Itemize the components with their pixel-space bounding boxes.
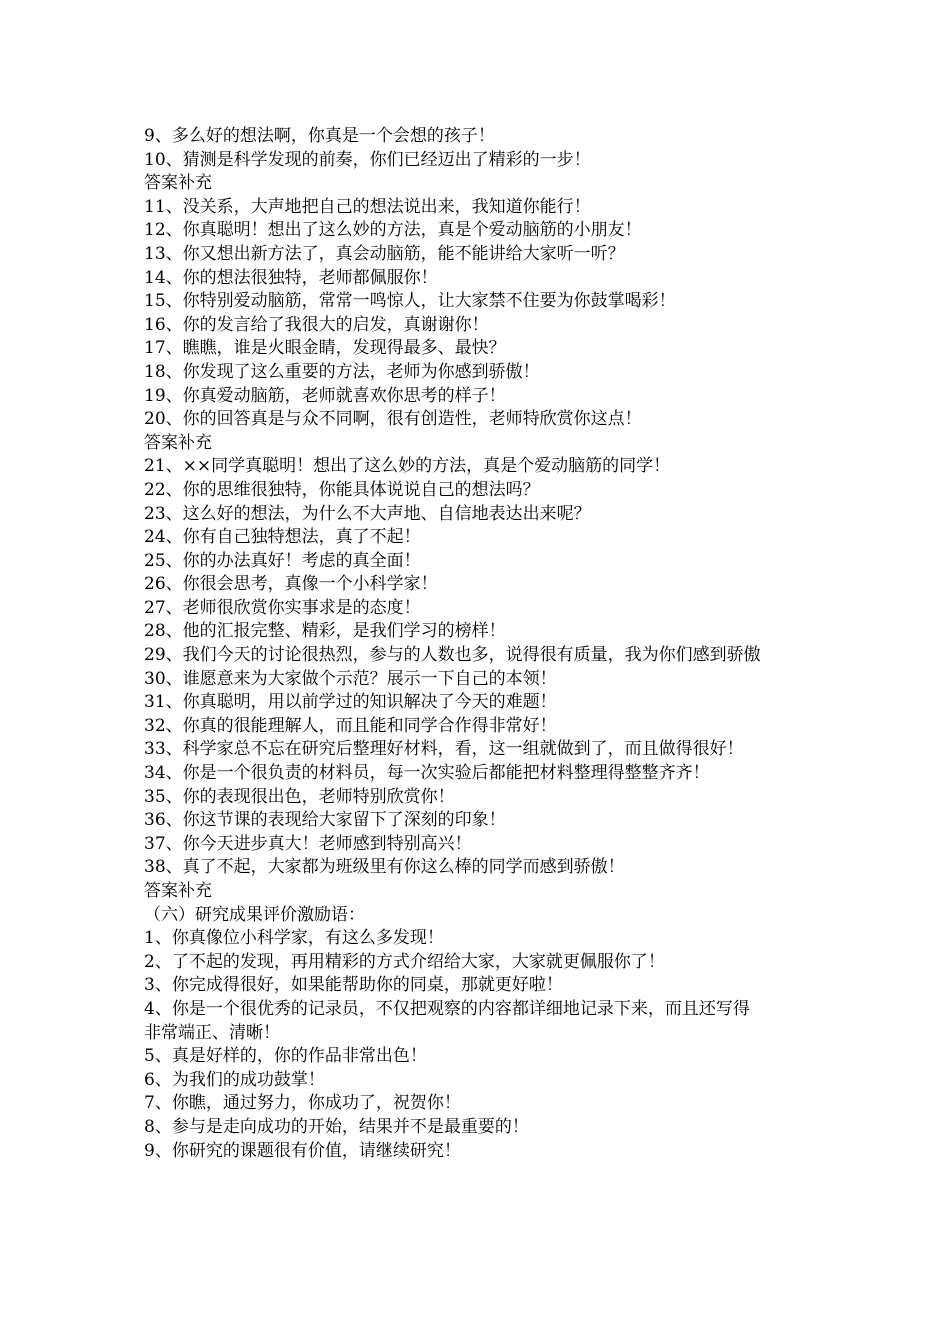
text-line: 8、参与是走向成功的开始，结果并不是最重要的！ [144,1116,529,1137]
text-line: 9、多么好的想法啊，你真是一个会想的孩子！ [144,126,495,146]
text-line: 18、你发现了这么重要的方法，老师为你感到骄傲！ [144,361,540,382]
text-line: 35、你的表现很出色，老师特别欣赏你！ [144,786,455,807]
document-page [144,125,824,1163]
text-line: 20、你的回答真是与众不同啊，很有创造性，老师特欣赏你这点！ [144,409,642,430]
text-line: 26、你很会思考，真像一个小科学家！ [144,574,438,595]
text-line: 34、你是一个很负责的材料员，每一次实验后都能把材料整理得整整齐齐！ [144,763,710,784]
text-line: 22、你的思维很独特，你能具体说说自己的想法吗？ [144,479,540,500]
text-line: 25、你的办法真好！考虑的真全面！ [144,550,421,571]
text-line: 38、真了不起，大家都为班级里有你这么棒的同学而感到骄傲！ [144,857,625,878]
text-line: 31、你真聪明，用以前学过的知识解决了今天的难题！ [144,692,557,713]
text-line: 3、你完成得很好，如果能帮助你的同桌，那就更好啦！ [144,975,563,996]
text-line: 7、你瞧，通过努力，你成功了，祝贺你！ [144,1093,461,1114]
text-line: 14、你的想法很独特，老师都佩服你！ [144,267,438,288]
text-line: 非常端正、清晰！ [144,1022,280,1043]
text-line: 27、老师很欣赏你实事求是的态度！ [144,597,421,618]
text-line: 15、你特别爱动脑筋，常常一鸣惊人，让大家禁不住要为你鼓掌喝彩！ [144,291,676,312]
text-line: 2、了不起的发现，再用精彩的方式介绍给大家，大家就更佩服你了！ [144,951,665,972]
text-line: 4、你是一个很优秀的记录员，不仅把观察的内容都详细地记录下来，而且还写得 [144,998,750,1019]
text-line: 13、你又想出新方法了，真会动脑筋，能不能讲给大家听一听？ [144,243,625,264]
text-line: 36、你这节课的表现给大家留下了深刻的印象！ [144,810,506,831]
text-line: 33、科学家总不忘在研究后整理好材料，看，这一组就做到了，而且做得很好！ [144,739,744,760]
text-line: 6、为我们的成功鼓掌！ [144,1069,325,1090]
text-line: 28、他的汇报完整、精彩，是我们学习的榜样！ [144,621,506,642]
text-line: 10、猜测是科学发现的前奏，你们已经迈出了精彩的一步！ [144,149,591,170]
section-label: 答案补充 [144,173,212,194]
text-line: 32、你真的很能理解人，而且能和同学合作得非常好！ [144,715,557,736]
text-line: 37、你今天进步真大！老师感到特别高兴！ [144,833,472,854]
text-line: 19、你真爱动脑筋，老师就喜欢你思考的样子！ [144,385,506,406]
text-line: 24、你有自己独特想法，真了不起！ [144,527,421,548]
text-line: 30、谁愿意来为大家做个示范？展示一下自己的本领！ [144,668,557,689]
text-line: 16、你的发言给了我很大的启发，真谢谢你！ [144,314,489,335]
text-line: 1、你真像位小科学家，有这么多发现！ [144,928,444,949]
section-label: 答案补充 [144,432,212,453]
text-line: 29、我们今天的讨论很热烈，参与的人数也多，说得很有质量，我为你们感到骄傲 [144,645,761,666]
text-line: 23、这么好的想法，为什么不大声地、自信地表达出来呢？ [144,503,591,524]
text-line: 11、没关系，大声地把自己的想法说出来，我知道你能行！ [144,196,591,217]
text-line: 5、真是好样的，你的作品非常出色！ [144,1046,427,1067]
text-line: 21、××同学真聪明！想出了这么妙的方法，真是个爱动脑筋的同学！ [144,456,671,477]
text-line: 12、你真聪明！想出了这么妙的方法，真是个爱动脑筋的小朋友！ [144,220,642,241]
section-label: 答案补充 [144,881,212,901]
text-line: 17、瞧瞧，谁是火眼金睛，发现得最多、最快？ [144,338,506,359]
text-line: 9、你研究的课题很有价值，请继续研究！ [144,1140,461,1161]
section-heading: （六）研究成果评价激励语： [144,904,365,925]
